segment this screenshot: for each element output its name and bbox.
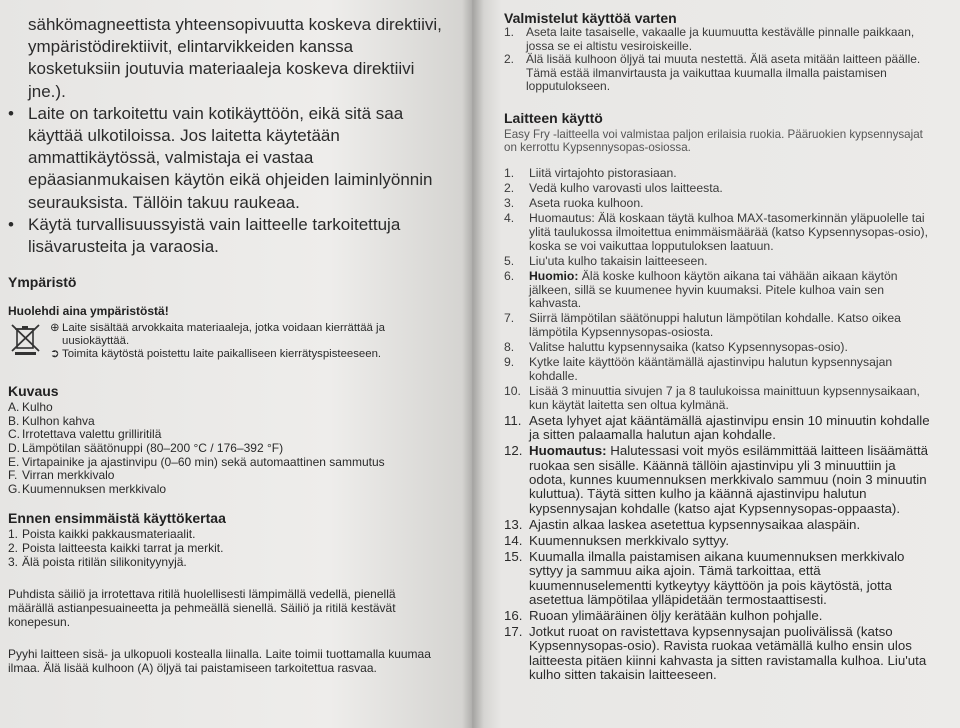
step-text xyxy=(529,414,930,443)
step-text xyxy=(529,167,677,181)
step-number: 17. xyxy=(504,624,523,640)
first-use-heading: Ennen ensimmäistä käyttökertaa xyxy=(8,510,226,527)
step-text xyxy=(529,444,930,516)
list-key: A. xyxy=(8,400,20,415)
list-item xyxy=(8,469,444,483)
list-text: Poista kaikki pakkausmateriaalit. xyxy=(22,527,196,542)
recycle-icon: ⊕ xyxy=(50,322,60,335)
arrow-icon: ➲ xyxy=(50,348,60,361)
step-number: 1. xyxy=(504,165,515,180)
safety-bullets xyxy=(8,103,444,258)
step-text xyxy=(529,341,848,355)
list-text: Virran merkkivalo xyxy=(22,468,115,483)
usage-steps xyxy=(504,167,930,683)
list-item xyxy=(8,401,444,415)
usage-step xyxy=(504,414,930,443)
safety-bullet: • Laite on tarkoitettu vain kotikäyttöön, eikä sitä saa käyttää ulkotiloissa. Jos laitetta käytetään ammattikäytössä, valmistaja ei vastaa epäasianmukaisen käytön eikä ohjeiden laiminlyönnin seurauksista. Tällöin takuu raukeaa. xyxy=(8,103,444,214)
usage-step xyxy=(504,197,930,211)
wiping-paragraph: Pyyhi laitteen sisä- ja ulkopuoli kostealla liinalla. Laite toimii tuottamalla kuumaa ilmaa. Älä lisää kulhoon (A) öljyä tai paistamiseen tarkoitettua rasvaa. xyxy=(8,647,431,676)
list-item xyxy=(8,428,444,442)
step-text xyxy=(529,212,930,253)
list-key: C. xyxy=(8,427,20,442)
parts-list xyxy=(8,401,444,496)
environment-subheading: Huolehdi aina ympäristöstä! xyxy=(8,304,169,319)
usage-step xyxy=(504,385,930,412)
step-body: Lisää 3 minuuttia sivujen 7 ja 8 taulukoissa mainittuun kypsennysaikaan, kun käytät laitetta sen oltua kylmänä. xyxy=(529,384,920,412)
list-text: Poista laitteesta kaikki tarrat ja merkit. xyxy=(22,540,224,555)
step-emphasis: Huomautus: xyxy=(529,443,607,459)
step-text xyxy=(529,197,644,211)
step-number: 2. xyxy=(504,180,515,195)
list-text: Kulho xyxy=(22,400,53,415)
list-text: Kulhon kahva xyxy=(22,413,95,428)
list-text: Virtapainike ja ajastinvipu (0–60 min) sekä automaattinen sammutus xyxy=(22,454,385,469)
environment-line xyxy=(50,348,444,361)
step-text xyxy=(529,625,930,683)
step-body: Liu'uta kulho takaisin laitteeseen. xyxy=(529,253,708,268)
step-number: 7. xyxy=(504,311,515,326)
list-text: Lämpötilan säätönuppi (80–200 °C / 176–392 °F) xyxy=(22,441,284,456)
step-body: Älä koske kulhoon käytön aikana tai vähään aikaan käytön jälkeen, sillä se kuumenee hyvin kuumaksi. Pitele kulhoa vain sen kahvasta. xyxy=(529,268,898,311)
step-body: Kuumalla ilmalla paistamisen aikana kuumennuksen merkkivalo syttyy ja sammuu aika ajoin. Tämä tarkoittaa, että kuumennuselementti kytkeytyy käyttöön ja pois käytöstä, jotta asetettua lämpötilaa ylläpidetään termostaattisesti. xyxy=(529,548,905,608)
list-key: E. xyxy=(8,454,20,469)
usage-step xyxy=(504,167,930,181)
step-text xyxy=(529,356,930,383)
environment-lines xyxy=(50,322,444,361)
step-body: Aseta lyhyet ajat kääntämällä ajastinvipu ensin 10 minuutin kohdalle ja sitten palaamalla halutun ajan kohdalle. xyxy=(529,412,930,443)
list-text: Aseta laite tasaiselle, vakaalle ja kuumuutta kestävälle pinnalle paikkaan, jossa se ei altistu vesiroiskeille. xyxy=(526,25,915,53)
list-text: Kuumennuksen merkkivalo xyxy=(22,481,167,496)
usage-step xyxy=(504,518,930,532)
step-number: 4. xyxy=(504,211,515,226)
usage-step xyxy=(504,609,930,623)
step-body: Valitse haluttu kypsennysaika (katso Kypsennysopas-osio). xyxy=(529,340,848,355)
environment-line xyxy=(50,322,444,348)
environment-block xyxy=(8,322,444,361)
list-key: B. xyxy=(8,413,20,428)
description-heading: Kuvaus xyxy=(8,383,59,400)
left-page xyxy=(0,0,472,728)
step-number: 12. xyxy=(504,443,523,459)
usage-step xyxy=(504,534,930,548)
step-number: 10. xyxy=(504,384,521,399)
list-item xyxy=(504,26,930,53)
step-emphasis: Huomio: xyxy=(529,268,579,283)
list-item xyxy=(8,528,444,542)
step-number: 3. xyxy=(504,196,515,211)
step-body: Siirrä lämpötilan säätönuppi halutun lämpötilan kohdalle. Katso oikea lämpötila Kypsennysopas-osiosta. xyxy=(529,311,901,339)
step-body: Vedä kulho varovasti ulos laitteesta. xyxy=(529,180,723,195)
crossed-bin-icon xyxy=(8,322,44,356)
step-number: 13. xyxy=(504,516,523,532)
step-body: Liitä virtajohto pistorasiaan. xyxy=(529,165,677,180)
usage-step xyxy=(504,356,930,383)
usage-heading: Laitteen käyttö xyxy=(504,109,603,126)
list-item xyxy=(8,556,444,570)
step-body: Ajastin alkaa laskea asetettua kypsennysaikaa alaspäin. xyxy=(529,516,861,532)
usage-step xyxy=(504,625,930,683)
step-text xyxy=(529,255,708,269)
safety-bullet: • Käytä turvallisuussyistä vain laitteelle tarkoitettuja lisävarusteita ja varaosia. xyxy=(8,214,444,258)
usage-step xyxy=(504,212,930,253)
list-item xyxy=(8,483,444,497)
usage-step xyxy=(504,444,930,516)
usage-step xyxy=(504,341,930,355)
preparation-list xyxy=(504,26,930,94)
list-text: Älä poista ritilän silikonityynyjä. xyxy=(22,554,187,569)
list-item xyxy=(8,442,444,456)
usage-step xyxy=(504,550,930,608)
list-item xyxy=(8,542,444,556)
right-page xyxy=(472,0,960,728)
environment-line-text: Toimita käytöstä poistettu laite paikalliseen kierrätyspisteeseen. xyxy=(62,348,382,361)
step-number: 16. xyxy=(504,608,523,624)
list-key: G. xyxy=(8,481,21,496)
usage-step xyxy=(504,182,930,196)
usage-step xyxy=(504,270,930,311)
usage-step xyxy=(504,312,930,339)
cleaning-paragraph: Puhdista säiliö ja irrotettava ritilä huolellisesti lämpimällä vedellä, pienellä määrällä astianpesuaineetta ja pehmeällä sienellä. Säiliö ja ritilä kestävät konepesun. xyxy=(8,587,396,630)
step-number: 8. xyxy=(504,340,515,355)
list-key: 1. xyxy=(504,25,515,39)
step-text xyxy=(529,385,930,412)
environment-line-text: Laite sisältää arvokkaita materiaaleja, jotka voidaan kierrättää ja uusiokäyttää. xyxy=(62,322,385,348)
list-key: 1. xyxy=(8,527,19,542)
book-gutter xyxy=(462,0,484,728)
usage-intro: Easy Fry -laitteella voi valmistaa paljon erilaisia ruokia. Pääruokien kypsennysajat on kerrottu Kypsennysopas-osiossa. xyxy=(504,127,923,155)
list-key: F. xyxy=(8,468,18,483)
preparation-heading: Valmistelut käyttöä varten xyxy=(504,10,677,26)
step-number: 15. xyxy=(504,548,523,564)
list-item xyxy=(8,415,444,429)
list-text: Älä lisää kulhoon öljyä tai muuta nestettä. Älä aseta mitään laitteen päälle. Tämä estää ilmanvirtausta ja vaikuttaa kuumalla ilmalla paistamisen lopputulokseen. xyxy=(526,52,921,94)
step-text xyxy=(529,609,822,623)
step-body: Huomautus: Älä koskaan täytä kulhoa MAX-tasomerkinnän yläpuolelle tai ylitä taulukossa ilmoitettua enimmäismäärää (katso Kypsennysopas-osio), koska se voi vaikuttaa lopputuloksen laatuun. xyxy=(529,211,928,253)
step-number: 14. xyxy=(504,532,523,548)
list-key: D. xyxy=(8,441,20,456)
list-key: 3. xyxy=(8,554,19,569)
environment-heading: Ympäristö xyxy=(8,274,77,291)
list-text: Irrotettava valettu grilliritilä xyxy=(22,427,162,442)
list-key: 2. xyxy=(504,52,515,67)
safety-text xyxy=(8,14,444,258)
list-key: 2. xyxy=(8,540,19,555)
intro-continuation: sähkömagneettista yhteensopivuutta koskeva direktiivi, ympäristödirektiivit, elintarvikkeiden kanssa kosketuksiin joutuvia materiaaleja koskeva direktiivi jne.). xyxy=(28,15,442,101)
step-text xyxy=(529,182,723,196)
step-body: Halutessasi voit myös esilämmittää laitteen lisäämättä ruokaa sen sisälle. Käännä tällöin ajastinvipu yli 3 minuuttiin ja odota, kunnes kuumennuksen merkkivalo sammuu (noin 3 minuutin kuluttua). Täytä sitten kulho ja käännä ajastinvipu halutun kypsennysajan kohdalle (katso ajat Kypsennysopas-oppaasta). xyxy=(529,443,929,516)
step-body: Kytke laite käyttöön kääntämällä ajastinvipu halutun kypsennysajan kohdalle. xyxy=(529,355,893,383)
step-text xyxy=(529,518,860,532)
first-use-list xyxy=(8,528,444,569)
step-number: 9. xyxy=(504,355,515,370)
step-body: Kuumennuksen merkkivalo syttyy. xyxy=(529,532,730,548)
list-item xyxy=(504,53,930,94)
step-body: Aseta ruoka kulhoon. xyxy=(529,196,644,211)
step-body: Jotkut ruoat on ravistettava kypsennysajan puolivälissä (katso Kypsennysopas-osio). Ravista ruokaa vetämällä kulho ensin ulos laitteesta pitäen kiinni kahvasta ja sitten ravistamalla kulhoa. Liu'uta kulho sitten takaisin laitteeseen. xyxy=(529,624,927,683)
step-number: 6. xyxy=(504,268,515,283)
step-number: 11. xyxy=(504,412,522,428)
step-number: 5. xyxy=(504,253,515,268)
list-item xyxy=(8,456,444,470)
step-text xyxy=(529,534,729,548)
step-text xyxy=(529,312,930,339)
usage-step xyxy=(504,255,930,269)
step-body: Ruoan ylimääräinen öljy kerätään kulhon pohjalle. xyxy=(529,608,823,624)
step-text xyxy=(529,550,930,608)
step-text xyxy=(529,270,930,311)
